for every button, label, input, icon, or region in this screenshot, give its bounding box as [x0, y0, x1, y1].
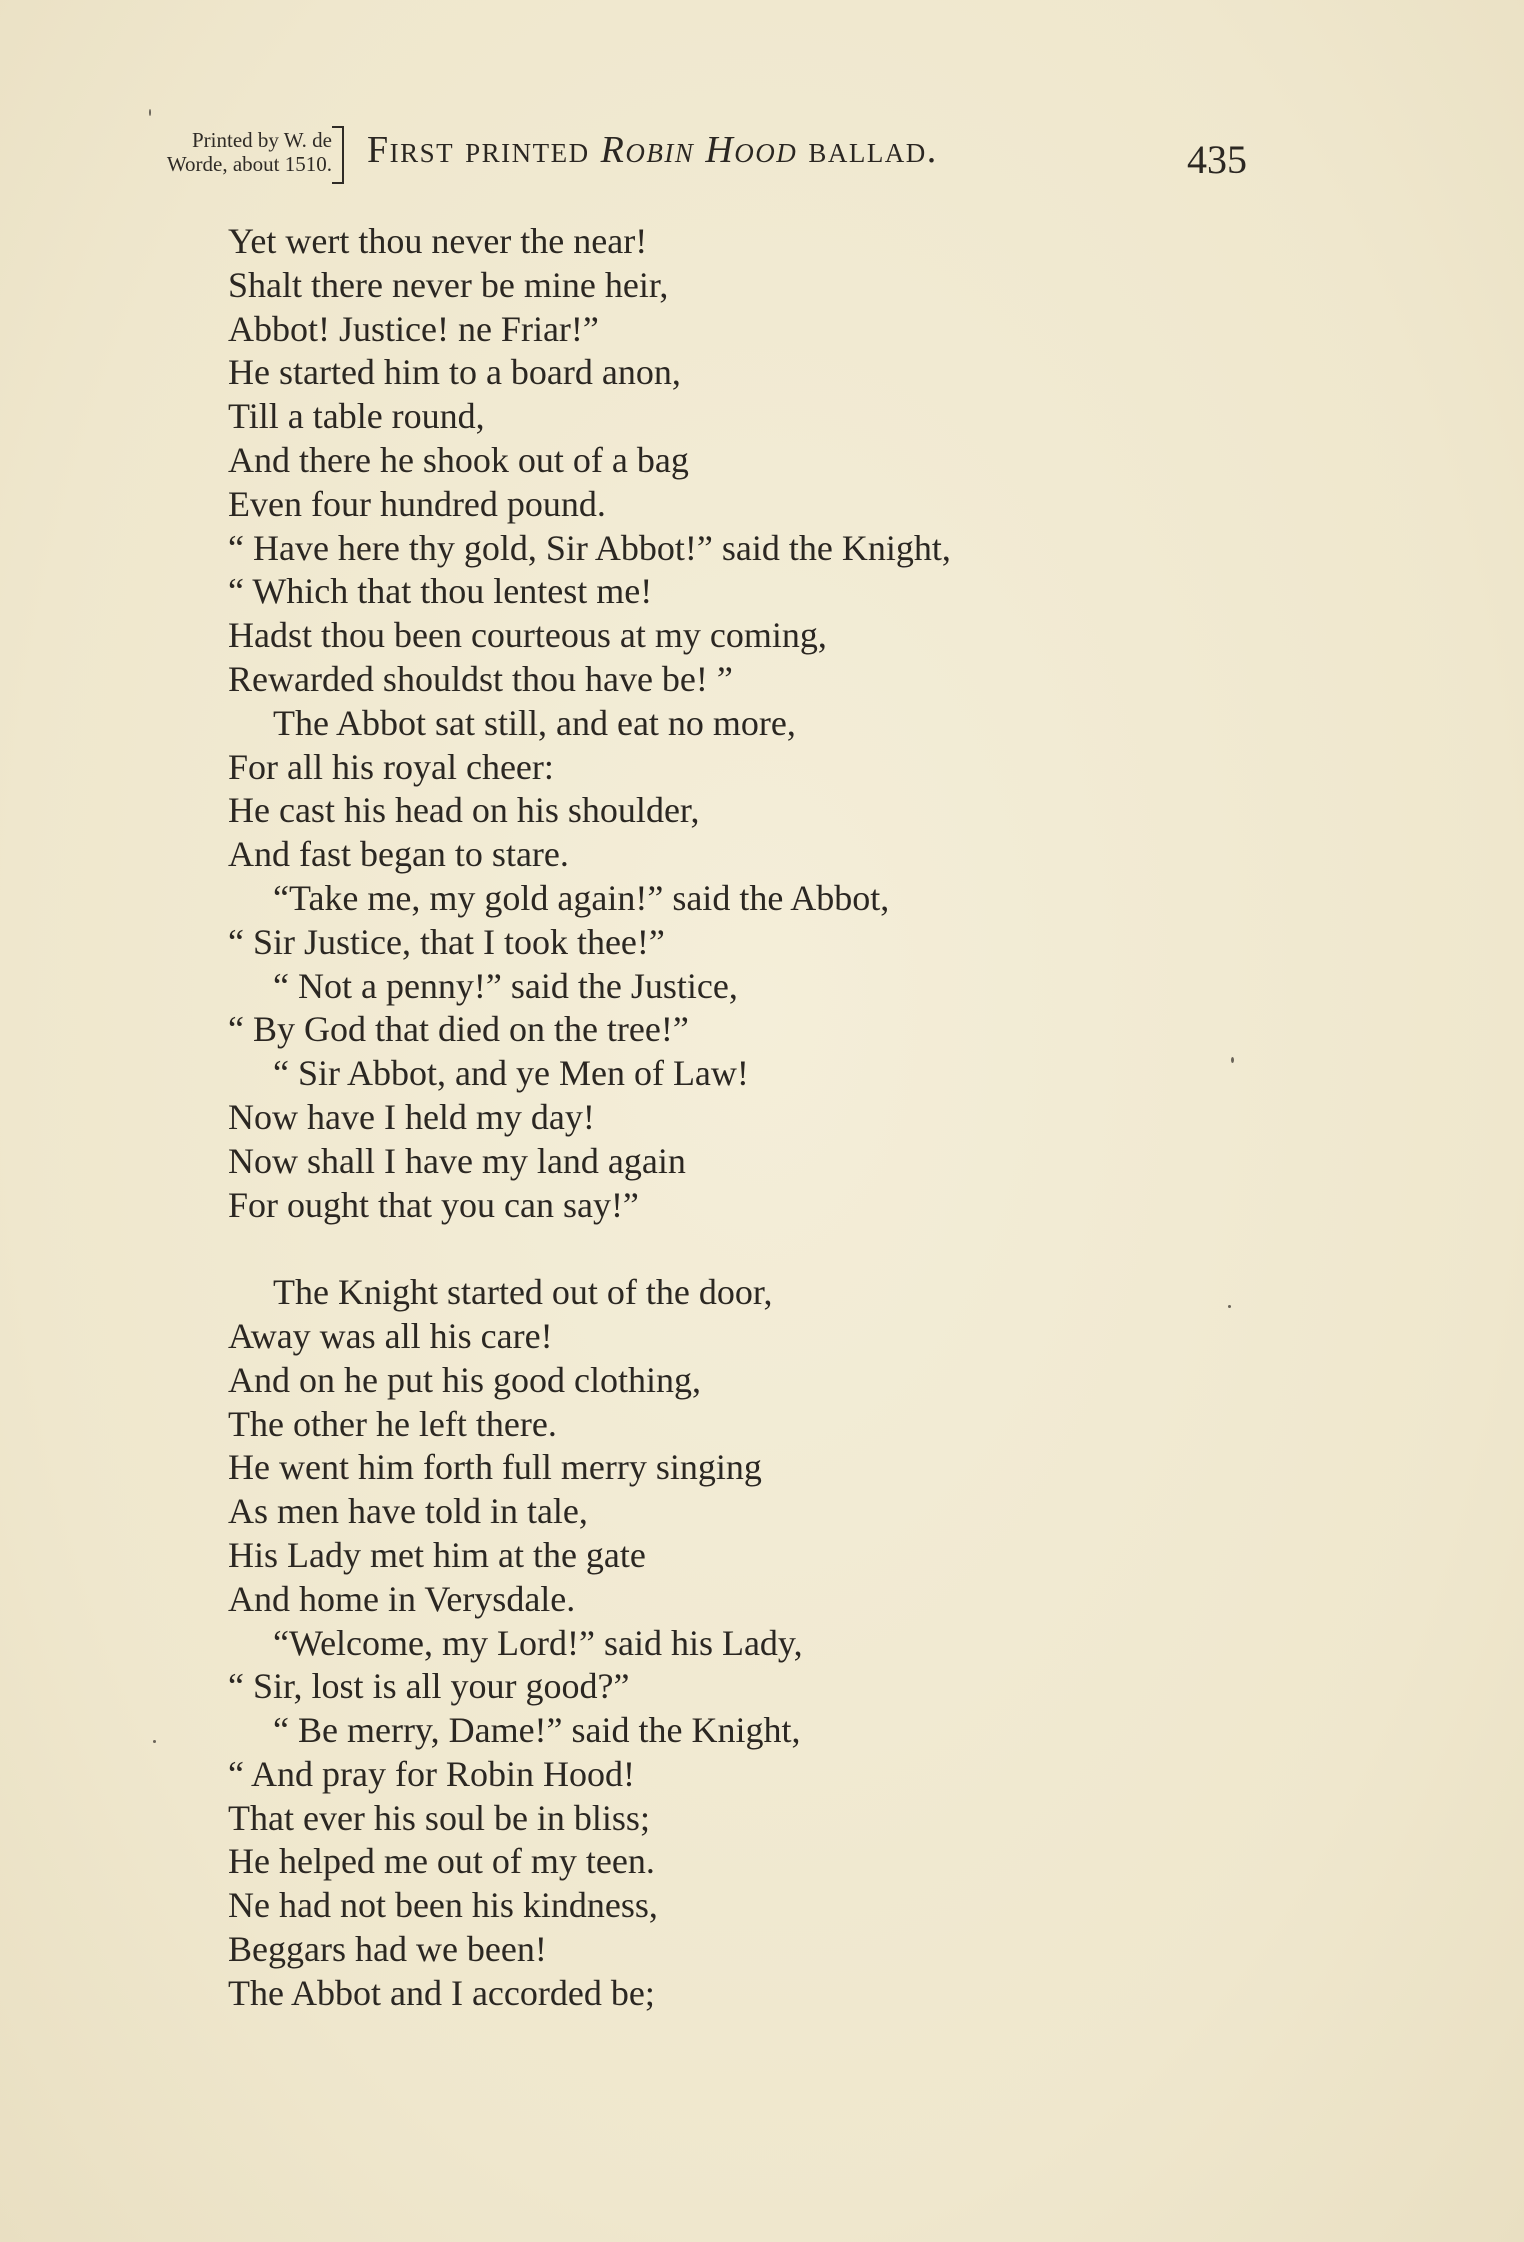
verse-line: He started him to a board anon, — [228, 352, 681, 393]
verse-line: The other he left there. — [228, 1403, 557, 1444]
verse-line: Abbot! Justice! ne Friar!” — [228, 308, 599, 349]
verse-line: “ Not a penny!” said the Justice, — [273, 965, 738, 1006]
verse-line: As men have told in tale, — [228, 1491, 588, 1532]
stanza-break — [228, 1227, 1328, 1271]
sidenote-line-2: Worde, about 1510. — [166, 152, 332, 176]
title-italic-robin-hood: Robin Hood — [600, 129, 798, 171]
verse-line: “Welcome, my Lord!” said his Lady, — [273, 1622, 803, 1663]
page-number: 435 — [1187, 137, 1247, 182]
verse-line: Away was all his care! — [228, 1315, 553, 1356]
verse-line: And home in Verysdale. — [228, 1578, 576, 1619]
verse-line: Beggars had we been! — [228, 1929, 547, 1970]
verse-line: “ Sir Justice, that I took thee!” — [228, 921, 665, 962]
verse-line: Even four hundred pound. — [228, 483, 606, 524]
verse-line: For all his royal cheer: — [228, 746, 554, 787]
title-part-1: First printed — [367, 129, 590, 171]
verse-line: “ Which that thou lentest me! — [228, 571, 653, 612]
verse-line: Till a table round, — [228, 396, 485, 437]
verse-line: He went him forth full merry singing — [228, 1447, 762, 1488]
sidenote-line-1: Printed by W. de — [192, 128, 332, 152]
paper-speck — [1228, 1305, 1231, 1308]
verse-line: Ne had not been his kindness, — [228, 1885, 658, 1926]
paper-speck — [149, 109, 151, 116]
verse-line: Yet wert thou never the near! — [228, 221, 648, 261]
verse-line: The Knight started out of the door, — [273, 1272, 773, 1313]
verse-line: And there he shook out of a bag — [228, 439, 689, 480]
verse-line: Now have I held my day! — [228, 1096, 595, 1137]
verse-line: “ Have here thy gold, Sir Abbot!” said the Knight, — [228, 527, 951, 568]
page-header — [92, 120, 1292, 190]
verse-line: Rewarded shouldst thou have be! ” — [228, 658, 733, 699]
verse-line: The Abbot and I accorded be; — [228, 1972, 655, 2013]
verse-line: Shalt there never be mine heir, — [228, 264, 669, 305]
verse-line: That ever his soul be in bliss; — [228, 1797, 650, 1838]
paper-speck — [153, 1740, 156, 1743]
title-part-2: ballad. — [808, 129, 938, 171]
verse-line: The Abbot sat still, and eat no more, — [273, 702, 796, 743]
verse-line: “ And pray for Robin Hood! — [228, 1753, 635, 1794]
printer-sidenote — [92, 128, 332, 176]
verse-line: His Lady met him at the gate — [228, 1534, 646, 1575]
verse-line: “Take me, my gold again!” said the Abbot, — [273, 877, 890, 918]
verse-line: “ Sir, lost is all your good?” — [228, 1666, 630, 1707]
verse-line: He helped me out of my teen. — [228, 1841, 655, 1882]
verse-line: Hadst thou been courteous at my coming, — [228, 615, 827, 656]
verse-line: “ By God that died on the tree!” — [228, 1009, 689, 1050]
sidenote-bracket — [332, 126, 344, 184]
verse-line: He cast his head on his shoulder, — [228, 790, 700, 831]
verse-line: And on he put his good clothing, — [228, 1359, 701, 1400]
verse-line: “ Be merry, Dame!” said the Knight, — [273, 1710, 801, 1751]
verse-line: And fast began to stare. — [228, 834, 569, 875]
verse-line: “ Sir Abbot, and ye Men of Law! — [273, 1053, 749, 1094]
ballad-verse — [228, 220, 1328, 2016]
paper-speck — [1231, 1057, 1234, 1063]
verse-line: Now shall I have my land again — [228, 1140, 686, 1181]
verse-line: For ought that you can say!” — [228, 1184, 639, 1225]
running-title — [367, 128, 938, 172]
